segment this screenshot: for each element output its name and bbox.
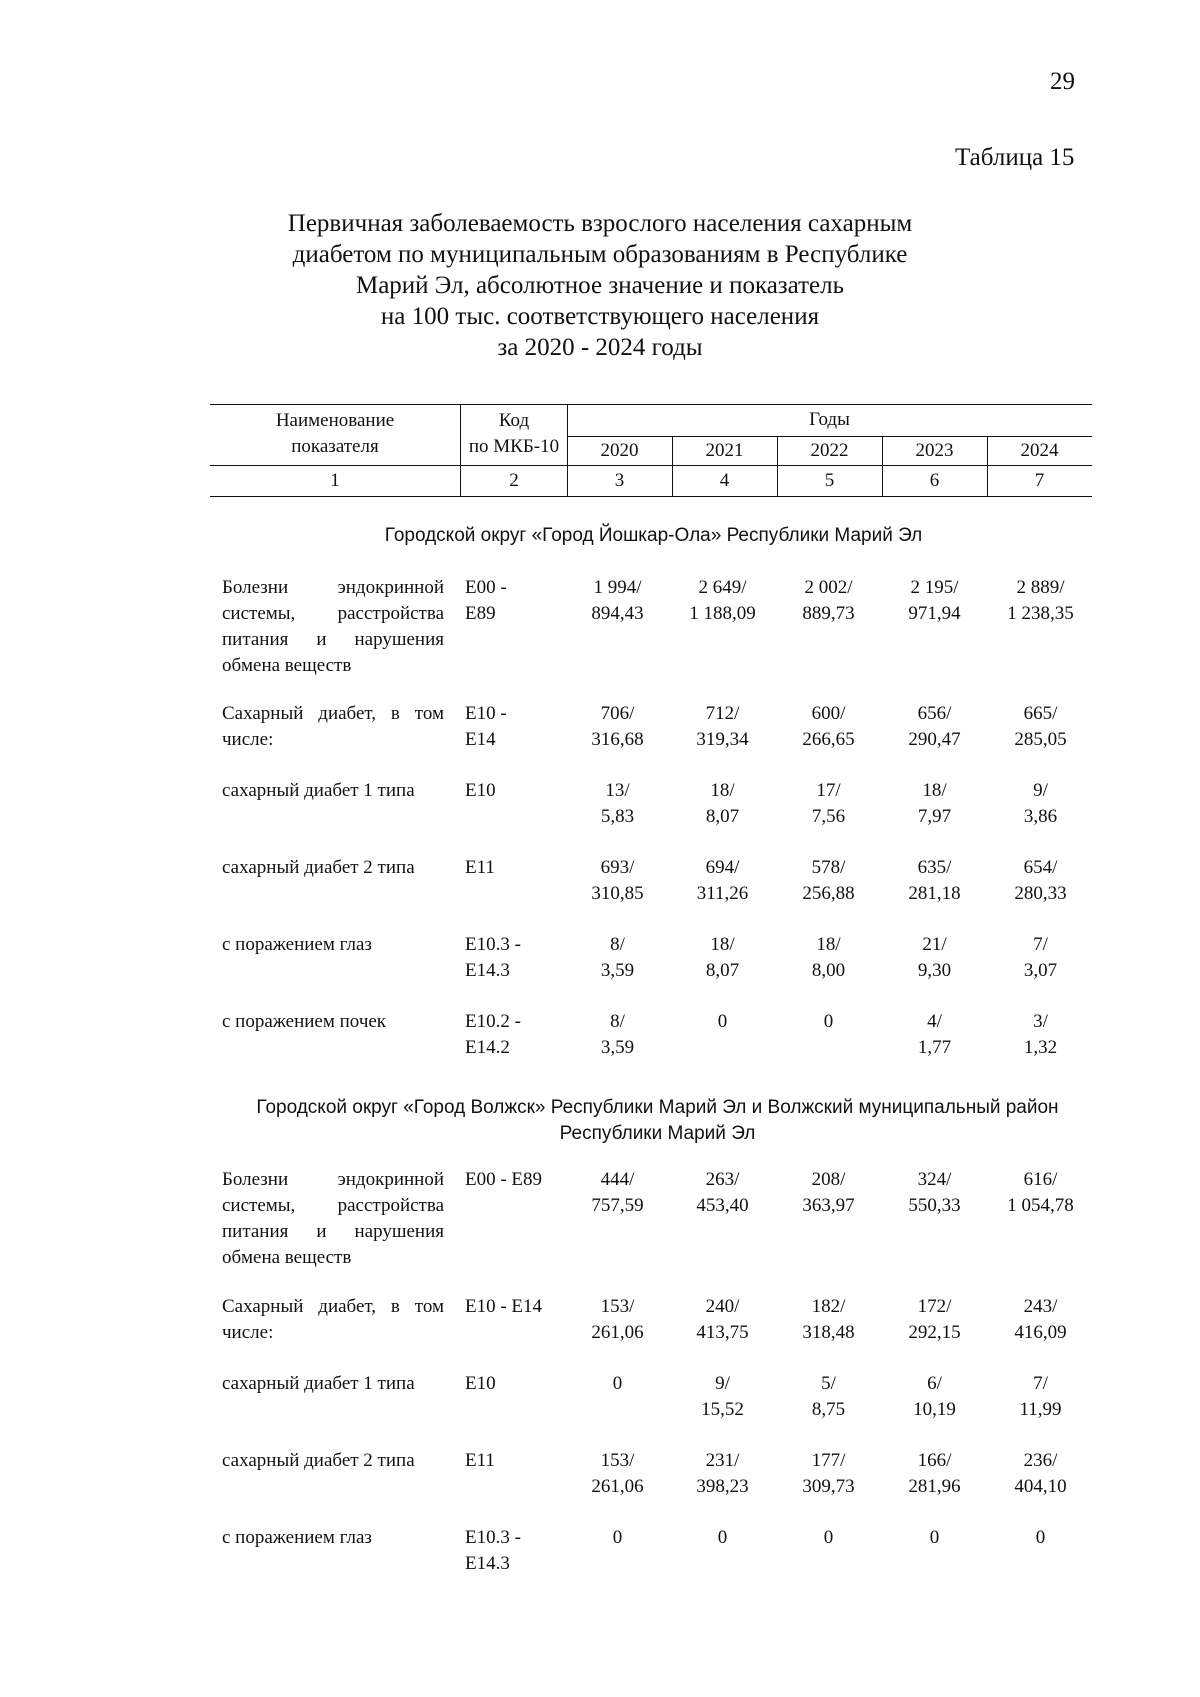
row-name: Болезни эндокринной системы, расстройства питания и нарушения обмена веществ [222, 577, 444, 676]
row-value: 2 889/ 1 238,35 [1007, 577, 1074, 624]
row-value: 2 195/ 971,94 [908, 577, 961, 624]
row-name: сахарный диабет 2 типа [222, 857, 415, 878]
row-value: 635/ 281,18 [908, 857, 961, 904]
row-value: 0 [717, 1011, 728, 1032]
row-value: 172/ 292,15 [908, 1296, 961, 1343]
row-value: 18/ 8,00 [811, 934, 846, 981]
row-code: E00 - E89 [465, 1169, 543, 1190]
row-value: 0 [929, 1527, 940, 1548]
row-value: 21/ 9,30 [917, 934, 952, 981]
row-name: сахарный диабет 1 типа [222, 1373, 415, 1394]
title-line: за 2020 - 2024 годы [497, 334, 703, 361]
title-line: Марий Эл, абсолютное значение и показатель [355, 272, 845, 299]
row-code: E10.3 - E14.3 [465, 1527, 521, 1574]
row-value: 5/ 8,75 [811, 1373, 846, 1420]
row-value: 9/ 15,52 [701, 1373, 744, 1420]
row-value: 8/ 3,59 [600, 934, 635, 981]
row-name: Сахарный диабет, в том числе: [222, 1296, 444, 1343]
header-year: 2024 [1020, 440, 1059, 461]
section-title: Городской округ «Город Волжск» Республики Марий Эл и Волжский муниципальный район Республики Марий Эл [256, 1097, 1059, 1144]
row-value: 153/ 261,06 [591, 1450, 644, 1497]
row-value: 706/ 316,68 [591, 703, 644, 750]
row-name: с поражением почек [222, 1011, 387, 1032]
column-number: 2 [509, 470, 519, 491]
row-value: 4/ 1,77 [917, 1011, 952, 1058]
row-code: E00 - E89 [465, 577, 507, 624]
row-value: 578/ 256,88 [802, 857, 855, 904]
row-value: 7/ 11,99 [1019, 1373, 1062, 1420]
header-rule-middle [210, 465, 1092, 466]
row-value: 18/ 8,07 [705, 780, 740, 827]
row-value: 8/ 3,59 [600, 1011, 635, 1058]
column-number: 4 [719, 470, 730, 491]
row-value: 0 [612, 1527, 623, 1548]
header-code [461, 408, 567, 460]
row-code: E10 [465, 1373, 496, 1394]
row-value: 177/ 309,73 [802, 1450, 855, 1497]
column-number: 7 [1034, 470, 1045, 491]
row-name: с поражением глаз [222, 1527, 372, 1548]
header-year: 2022 [810, 440, 849, 461]
row-name: с поражением глаз [222, 934, 372, 955]
row-value: 0 [717, 1527, 728, 1548]
row-value: 208/ 363,97 [802, 1169, 855, 1216]
table-row [0, 1525, 1200, 1635]
row-value: 243/ 416,09 [1014, 1296, 1067, 1343]
row-value: 616/ 1 054,78 [1007, 1169, 1074, 1216]
header-code-line: Код [498, 410, 530, 431]
page-number: 29 [1050, 68, 1075, 95]
row-value: 712/ 319,34 [696, 703, 749, 750]
row-value: 0 [823, 1011, 834, 1032]
table-label: Таблица 15 [955, 144, 1075, 171]
row-value: 444/ 757,59 [591, 1169, 644, 1216]
header-year: 2020 [600, 440, 639, 461]
section-title: Городской округ «Город Йошкар-Ола» Республики Марий Эл [384, 525, 923, 546]
row-value: 18/ 8,07 [705, 934, 740, 981]
row-value: 0 [823, 1527, 834, 1548]
header-name-line: показателя [291, 436, 379, 457]
row-value: 2 649/ 1 188,09 [689, 577, 756, 624]
row-name: Болезни эндокринной системы, расстройства питания и нарушения обмена веществ [222, 1169, 444, 1268]
header-name [210, 408, 460, 460]
row-value: 600/ 266,65 [802, 703, 855, 750]
row-value: 236/ 404,10 [1014, 1450, 1067, 1497]
row-value: 231/ 398,23 [696, 1450, 749, 1497]
header-year: 2023 [915, 440, 954, 461]
row-code: E10 - E14 [465, 1296, 543, 1317]
row-value: 153/ 261,06 [591, 1296, 644, 1343]
header-code-line: по МКБ-10 [468, 436, 560, 457]
row-value: 693/ 310,85 [591, 857, 644, 904]
row-value: 263/ 453,40 [696, 1169, 749, 1216]
row-value: 0 [612, 1373, 623, 1394]
row-value: 240/ 413,75 [696, 1296, 749, 1343]
column-number: 5 [824, 470, 835, 491]
row-value: 2 002/ 889,73 [802, 577, 855, 624]
row-value: 182/ 318,48 [802, 1296, 855, 1343]
column-number: 6 [929, 470, 940, 491]
row-code: E10.3 - E14.3 [465, 934, 521, 981]
header-year: 2021 [705, 440, 744, 461]
title-line: Первичная заболеваемость взрослого населения сахарным [287, 210, 913, 237]
title-line: диабетом по муниципальным образованиям в Республике [292, 241, 908, 268]
header-rule-top [210, 404, 1092, 405]
row-value: 18/ 7,97 [917, 780, 952, 827]
row-value: 0 [1035, 1527, 1046, 1548]
row-value: 694/ 311,26 [696, 857, 749, 904]
row-value: 13/ 5,83 [600, 780, 635, 827]
row-code: E10.2 - E14.2 [465, 1011, 521, 1058]
row-name: сахарный диабет 2 типа [222, 1450, 415, 1471]
row-value: 665/ 285,05 [1014, 703, 1067, 750]
table-row [0, 1167, 1200, 1277]
row-name: сахарный диабет 1 типа [222, 780, 415, 801]
column-number: 3 [614, 470, 625, 491]
row-value: 6/ 10,19 [913, 1373, 956, 1420]
row-code: E10 [465, 780, 496, 801]
row-value: 1 994/ 894,43 [591, 577, 644, 624]
row-value: 3/ 1,32 [1023, 1011, 1058, 1058]
header-years-label: Годы [809, 409, 850, 430]
row-value: 166/ 281,96 [908, 1450, 961, 1497]
row-value: 654/ 280,33 [1014, 857, 1067, 904]
header-rule-bottom [210, 496, 1092, 497]
row-value: 7/ 3,07 [1023, 934, 1058, 981]
table-title [240, 208, 960, 363]
row-name: Сахарный диабет, в том числе: [222, 703, 444, 750]
title-line: на 100 тыс. соответствующего населения [380, 303, 820, 330]
row-code: E11 [465, 1450, 495, 1471]
row-value: 9/ 3,86 [1023, 780, 1058, 827]
row-value: 656/ 290,47 [908, 703, 961, 750]
row-code: E11 [465, 857, 495, 878]
row-code: E10 - E14 [465, 703, 507, 750]
table-row [0, 575, 1200, 685]
row-value: 324/ 550,33 [908, 1169, 961, 1216]
row-value: 17/ 7,56 [811, 780, 846, 827]
table-header [210, 404, 1092, 497]
column-number: 1 [330, 470, 340, 491]
header-rule-years [567, 436, 1092, 437]
header-name-line: Наименование [275, 410, 395, 431]
